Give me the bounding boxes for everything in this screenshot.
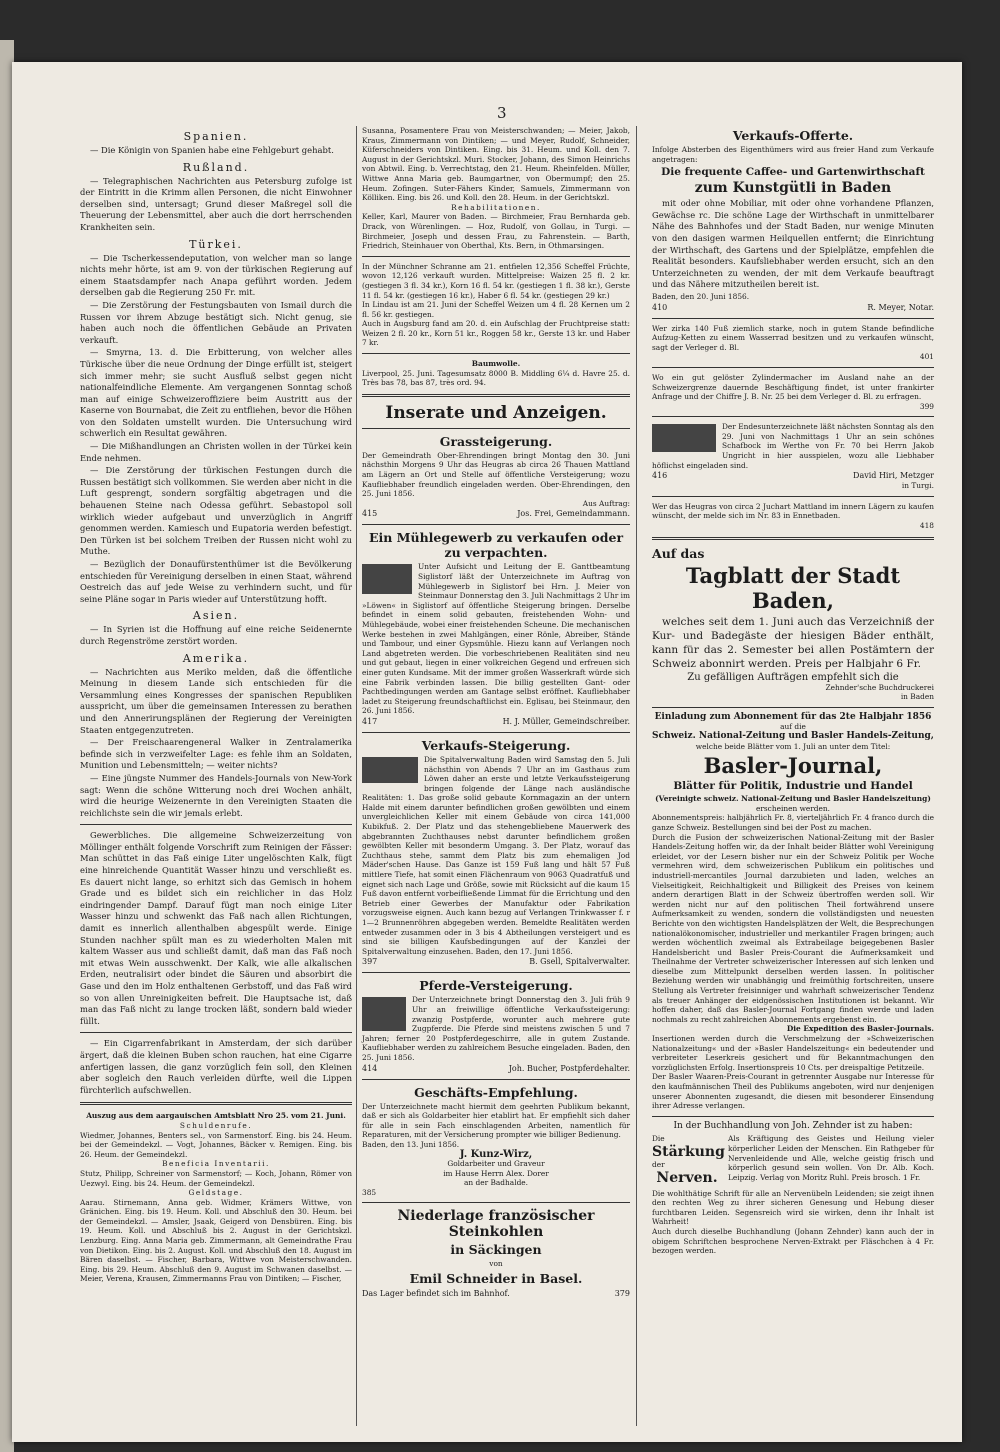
market-report: Auch in Augsburg fand am 20. d. ein Aufschlag der Fruchtpreise statt: Weizen 2 fl. 20 kr., Korn 51 kr., Roggen 58 kr., Gerste 13 kr. und Haber 7 kr. (362, 319, 630, 348)
notice-text: Susanna, Posamentere Frau von Meisterschwanden; — Meier, Jakob, Kraus, Zimmermann von Dintiken; — und Meyer, Rudolf, Schneider, Küferschneiders von Dintiken. Eing. bis 31. Heum. und Koll. den 7. August in der Gerichtskzl. Muri. Stocker, Johann, des Simon Heinrichs von Abtwil. Eing. b. Verrechtstag, den 21. Heum. Rheinfelden. Müller, Wittwe Anna Maria geb. Baumgartner, von Obermumpf; den 25. Heum. Zofingen. Suter-Fähers Kinder, Samuels, Zimmermann von Kölliken. Eing. bis 26. und Koll. den 28. Heum. in der Gerichtskzl. (362, 126, 630, 203)
divider (652, 318, 934, 319)
subsection-heading: Beneficia Inventarii. (162, 1159, 270, 1169)
subsection-heading: Schuldenrufe. (179, 1120, 253, 1130)
news-item: — Die Mißhandlungen an Christen wollen in der Türkei kein Ende nehmen. (80, 441, 352, 463)
divider (80, 824, 352, 825)
ad-signature: B. Gsell, Spitalverwalter. (529, 957, 630, 967)
ads-title: Inserate und Anzeigen. (385, 402, 607, 423)
notice-text: Wiedmer, Johannes, Benters sel., von Sarmenstorf. Eing. bis 24. Heum. bei der Gemeindekzl. — Vogt, Johannes, Bäcker v. Remigen. Eing. bis 26. Heum. der Gemeindekzl. (80, 1130, 352, 1159)
subsection-heading: Baumwolle. (471, 359, 521, 369)
ad-text: Goldarbeiter und Graveur (447, 1159, 545, 1169)
ad-signature: Joh. Bucher, Postpferdehalter. (508, 1063, 630, 1073)
ad-date: Baden, den 20. Juni 1856. (652, 291, 750, 301)
ad-text: Wo ein gut gelöster Zylindermacher im Ausland nahe an der Schweizergrenze dauernde Beschäftigung findet, ist unter frankirter Anfrage und der Chiffre J. B. Nr. 25 bei dem Verleger d. Bl. zu erfragen. (652, 372, 934, 402)
divider (652, 537, 934, 540)
ad-text: Die Spitalverwaltung Baden wird Samstag den 5. Juli nächsthin von Abends 7 Uhr an im Gasthaus zum Löwen daher an erste und letzte Verkaufssteigerung bringen folgende der Länge nach ausländische Realitäten: 1. Das große solid gebaute Kornmagazin an der untern Halde mit einem darunter befindlichen großen gewölbten und einem unvergleichlichen Keller mit einem Gebäude von circa 141,000 Kubikfuß. 2. Der Platz und das stehengebliebene Mauerwerk des abgebrannten Zuchthauses nebst darunter befindlichem großen gewölbten Keller mit besonderm Umgang. 3. Der Platz, worauf das Zuchthaus stehe, sammt dem Platz bis zum ehemaligen Jod Mäder'schen Hause. Das Ganze ist 159 Fuß lang und hält 57 Fuß mittlere Tiefe, hat somit einen Flächenraum von 9063 Quadratfuß und eignet sich nach Lage und Größe, sowie mit Rücksicht auf die kaum 15 Fuß davon entfernt vorbeifließende Limmat für die Errichtung und den Betrieb einer Gewerbes der Manufaktur oder Fabrikation vorzugsweise eignen. Auch kann bezug auf Verlangen Trinkwasser f. r 1—2 Brunnenröhren abgegeben werden. Bemeldte Realitäten werden entweder zusammen oder in 3 bis 4 Abtheilungen versteigert und es sind sie billigen Kaufsbedingungen auf der Kanzlei der Spitalverwaltung einzusehen. Baden, den 17. Juni 1856. (362, 754, 630, 956)
ad-heading: Grassteigerung. (439, 433, 553, 449)
ad-text: Der Basler Waaren-Preis-Courant in getrennter Ausgabe nur Interesse für den kaufmännischen Theil des Publikums angeboten, wird nur denjenigen unserer Abonnenten zugesandt, die diesen mit besonderer Einsendung ihrer Adresse verlangen. (652, 1072, 934, 1111)
ad-text: Der Unterzeichnete macht hiermit dem geehrten Publikum bekannt, daß er sich als Goldarbeiter hier etablirt hat. Er empfiehlt sich daher für alle in sein Fach einschlagenden Arbeiten, namentlich für Reparaturen, mit der Versicherung prompter wie billiger Bedienung. (362, 1101, 630, 1140)
divider (362, 394, 630, 397)
ad-text: Der Gemeindrath Ober-Ehrendingen bringt Montag den 30. Juni nächsthin Morgens 9 Uhr das Heugras ab circa 26 Thauen Mattland am Lägern an Ort und Stelle auf öffentliche Versteigerung; wozu Kaufliebhaber freundlich eingeladen werden. Ober-Ehrendingen, den 25. Juni 1856. (362, 450, 630, 499)
section-heading: Spanien. (183, 130, 249, 143)
divider (362, 1079, 630, 1080)
ad-heading: Pferde-Versteigerung. (419, 978, 573, 994)
ad-text: Das Lager befindet sich im Bahnhof. (362, 1289, 510, 1299)
column-ads-right (652, 126, 934, 1256)
divider (652, 707, 934, 708)
ad-heading: Niederlage französischer Steinkohlen (397, 1208, 595, 1241)
divider (362, 1202, 630, 1203)
news-item: — Eine jüngste Nummer des Handels-Journals von New-York sagt: Wenn die schöne Witterung noch drei Wochen anhält, wird die heurige Weizenernte in den Vereinigten Staaten die reichlichste sein die wir jemals erlebt. (80, 772, 352, 818)
news-item: — Smyrna, 13. d. Die Erbitterung, von welcher alles Türkische über die neue Ordnung der Dinge erfüllt ist, steigert sich immer mehr; sie sucht Ausfluß selbst gegen nicht nationalfeindliche Elemente. Am vergangenen Sonntag schoß man auf einige Schweizeroffiziere beim Austritt aus der Kaserne von Bournabat, die Zeit zu entfliehen, bevor die Höhen von den Soldaten umstellt wurden. Die Untersuchung wird schwerlich ein Resultat gewähren. (80, 347, 352, 439)
ad-heading: Die frequente Caffee- und Gartenwirthschaft (661, 166, 925, 179)
subsection-heading: Rehabilitationen. (451, 202, 541, 212)
news-item: — Ein Cigarrenfabrikant in Amsterdam, der sich darüber ärgert, daß die kleinen Buben schon rauchen, hat eine Cigarre anfertigen lassen, die ganz vorzüglich fein soll, den Kleinen aber sogleich den Rauch verleiden dürfte, weil die Lippen fürchterlich aufschwellen. (80, 1038, 352, 1095)
divider (652, 367, 934, 368)
section-heading: Türkei. (189, 237, 243, 251)
ad-number: 417 (362, 716, 378, 726)
ad-text: Die wohlthätige Schrift für alle an Nervenübeln Leidenden; sie zeigt ihnen den rechten Weg zu ihrer sicheren Genesung und Hebung dieser furchtbaren Leiden. Segensreich wird sie wirken, denn ihr Inhalt ist Wahrheit! (652, 1188, 934, 1227)
news-item: — Die Zerstörung der Festungsbauten von Ismail durch die Russen vor ihrem Abzuge bestätigt sich. Nicht genug, sie haben auch noch die öffentlichen Gebäude an Privaten verkauft. (80, 299, 352, 345)
ad-text: Unter Aufsicht und Leitung der E. Ganttbeamtung Siglistorf läßt der Unterzeichnete im Auftrag von Mühlegewerb in Siglistorf bei Hrn. J. Meier von Steinmaur Donnerstag den 3. Juli Nachmittags 2 Uhr im »Löwen« in Siglistorf auf öffentliche Steigerung bringen. Derselbe befindet in einem solid gebauten, freistehenden Wohn- und Mühlegebäude, wobei einer freistehenden Scheune. Die mechanischen Werke bestehen in zwei Mahlgängen, einer Rönle, Abreiber, Stände und Tambour, und einer Gypsmühle. Hiezu kann auf Verlangen noch Land abgetreten werden. Die vorbeschriebenen Realitäten sind neu und gut gebaut, liegen in einer volkreichen Gegend und erfreuen sich einer guten Kundsame. Mit der immer großen Wasserkraft würde sich eine Fabrik verbinden lassen. Die billig gestellten Gant- oder Pachtbedingungen werden am Gantage selbst eröffnet. Kaufliebhaber ladet zu Steigerung freundschaftlichst ein. Eglisau, bei Steinmaur, den 26. Juni 1856. (362, 562, 630, 716)
divider (652, 496, 934, 497)
ad-signature: H. J. Müller, Gemeindschreiber. (502, 716, 630, 726)
ad-text: Insertionen werden durch die Verschmelzung der »Schweizerischen Nationalzeitung« und der »Basler Handelszeitung« ein bedeutender und verbreiteter Leserkreis gesichert und für Bekanntmachungen den vorzüglichsten Erfolg. Insertionspreis 10 Cts. per dreispaltige Petitzeile. (652, 1034, 934, 1072)
column-rule (636, 126, 637, 1426)
building-illustration (362, 757, 418, 783)
ad-text: an der Badhalde. (463, 1178, 529, 1188)
ad-signature: in Baden (900, 692, 934, 702)
ad-signature: Zehnder'sche Buchdruckerei (825, 682, 934, 692)
ad-heading: in Säckingen (450, 1242, 542, 1258)
ad-heading: Emil Schneider in Basel. (409, 1271, 583, 1287)
ad-signature: R. Meyer, Notar. (867, 302, 934, 312)
ad-signature: J. Kunz-Wirz, (459, 1148, 533, 1160)
ad-text: im Hause Herrn Alex. Dorer (443, 1168, 549, 1178)
column-ads (362, 126, 630, 1299)
ad-heading: Blätter für Politik, Industrie und Handel (673, 780, 913, 793)
ad-number: 401 (919, 352, 934, 362)
news-item: Gewerbliches. Die allgemeine Schweizerzeitung von Möllinger enthält folgende Vorschrift zum Reinigen der Fässer: Man schüttet in das Faß einige Liter ungelöschten Kalk, fügt eine hinreichende Quantität Wasser hinzu und verschließt es. Es dauert nicht lange, so erhitzt sich das Gemisch in hohem Grade und es bildet sich ein reichlicher in das Holz eindringender Dampf. Darauf fügt man noch einige Liter Wasser hinzu und schwenkt das Faß nach allen Richtungen, damit es innerlich allenthalben abgespült werde. Einige Stunden nachher spült man es zu wiederholten Malen mit kaltem Wasser aus und schließt damit, daß man das Faß noch mit etwas Wein ausschwenkt. Der Kalk, wie alle alkalischen Erden, neutralisirt oder bindet die Säuren und absorbirt die Gase und den im Holz enthaltenen Gerbstoff, und das Faß wird so von allen Unreinigkeiten befreit. Die Hauptsache ist, daß man das Faß nicht zu lange trocken läßt, sondern bald wieder füllt. (80, 830, 352, 1026)
ad-number: 399 (919, 401, 934, 411)
ad-text: Wer das Heugras von circa 2 Juchart Mattland im innern Lägern zu kaufen wünscht, der melde sich im Nr. 83 in Ennetbaden. (652, 501, 934, 521)
ad-number: 397 (362, 957, 378, 967)
ad-text: (Vereinigte schweiz. National-Zeitung und Basler Handelszeitung) (655, 794, 931, 804)
ad-text: Auf das (652, 545, 705, 561)
ad-text: Als Kräftigung des Geistes und Heilung vieler körperlicher Leiden der Menschen. Ein Rathgeber für Nervenleidende und Alle, welche geistig frisch und körperlich gesund sein wollen. Von Dr. Alb. Koch. Leipzig. Verlag von Moritz Ruhl. Preis brosch. 1 Fr. (728, 1134, 934, 1182)
ad-heading: Ein Mühlegewerb zu verkaufen oder zu verpachten. (368, 530, 624, 561)
ad-number: 410 (652, 302, 668, 312)
subsection-heading: Geldstage. (188, 1188, 244, 1198)
ad-text: welches seit dem 1. Juni auch das Verzeichniß der Kur- und Badegäste der hiesigen Bäder enthält, kann für das 2. Semester bei allen Postämtern der Schweiz abonnirt werden. Preis per Halbjahr 6 Fr. (652, 615, 934, 670)
ad-signature: in Turgi. (901, 481, 934, 491)
ad-heading: Tagblatt der Stadt Baden, (685, 562, 901, 613)
ad-text: Der Endesunterzeichnete läßt nächsten Sonntag als den 29. Juni von Nachmittags 1 Uhr an sein schönes Schafbock im Werthe von Fr. 70 bei Herrn Jakob Ungricht in hier ausspielen, wozu alle Liebhaber höflichst eingeladen sind. (652, 422, 934, 470)
ad-heading: Verkaufs-Steigerung. (421, 737, 571, 753)
ad-text: Auch durch dieselbe Buchhandlung (Johann Zehnder) kann auch der in obigem Schriftchen besprochene Nerven-Extrakt per Fläschchen à 4 Fr. bezogen werden. (652, 1226, 934, 1256)
column-rule (356, 126, 357, 1426)
ad-number: 414 (362, 1063, 378, 1073)
ad-signature: Jos. Frei, Gemeindammann. (517, 509, 630, 519)
section-heading: Asien. (192, 609, 240, 623)
horse-illustration (362, 997, 406, 1031)
ad-number: 379 (614, 1289, 630, 1299)
market-report: In der Münchner Schranne am 21. entfielen 12,356 Scheffel Früchte, wovon 12,126 verkauft wurden. Mittelpreise: Waizen 25 fl. 2 kr. (gestiegen 3 fl. 34 kr.), Korn 16 fl. 54 kr. (gestiegen 1 fl. 38 kr.), Gerste 11 fl. 54 kr. (gestiegen 16 kr.), Haber 6 fl. 54 kr. (gestiegen 29 kr.) (362, 261, 630, 300)
notice-text: Keller, Karl, Maurer von Baden. — Birchmeier, Frau Bernharda geb. Drack, von Würenlingen. — Hoz, Rudolf, von Gollau, in Turgi. — Birchmeier, Joseph und dessen Frau, zu Fahrenstein. — Barth, Friedrich, Steinhauer von Oberthal, Kts. Bern, in Othmarsingen. (362, 212, 630, 251)
ad-heading: zum Kunstgütli in Baden (694, 180, 892, 197)
market-report: Liverpool, 25. Juni. Tagesumsatz 8000 B. Middling 6¼ d. Havre 25. d. Très bas 78, bas 87, très ord. 94. (362, 368, 630, 388)
amtsblatt-heading: Auszug aus dem aargauischen Amtsblatt Nro 25. vom 21. Juni. (86, 1111, 346, 1121)
news-item: — Die Königin von Spanien habe eine Fehlgeburt gehabt. (90, 145, 334, 155)
ad-heading: Schweiz. National-Zeitung und Basler Handels-Zeitung, (652, 731, 934, 741)
divider (362, 972, 630, 973)
ad-text: Wer zirka 140 Fuß ziemlich starke, noch in gutem Stande befindliche Aufzug-Ketten zu einem Wasserrad besitzen und zu verkaufen wünscht, sagt der Verleger d. Bl. (652, 323, 934, 352)
section-heading: Amerika. (182, 651, 250, 665)
ad-text: Zu gefälligen Aufträgen empfehlt sich die (687, 671, 899, 683)
ad-heading: Geschäfts-Empfehlung. (414, 1084, 578, 1100)
news-item: — Der Freischaarengeneral Walker in Zentralamerika befinde sich in verzweifelter Lage: es fehle ihm an Soldaten, Munition und Lebensmitteln; — weiter nichts? (80, 737, 352, 771)
ad-number: 415 (362, 509, 378, 519)
notice-text: Aarau. Stirnemann, Anna geb. Widmer, Krämers Wittwe, von Gränichen. Eing. bis 19. Heum. Koll. und Abschluß den 30. Heum. bei der Gemeindekzl. — Amsler, Jsaak, Geigerd von Densbüren. Eing. bis 19. Heum. Koll. und Abschluß bis 2. August in der Gerichtskzl. Lenzburg. Eing. Anna Maria geb. Zimmermann, alt Gemeindrathe Frau von Dietikon. Eing. bis 2. August. Koll. und Abschluß den 18. August im Bären daselbst. — Fischer, Barbara, Wittwe von Meisterschwanden. Eing. bis 29. Heum. Abschluß den 9. August im Schwanen daselbst. — Meier, Verena, Krausen, Zimmermanns Frau von Dintiken; — Fischer, (80, 1197, 352, 1284)
divider (362, 732, 630, 733)
ad-text: der (652, 1159, 665, 1169)
sheep-illustration (652, 424, 716, 452)
ad-text: Der Unterzeichnete bringt Donnerstag den 3. Juli früh 9 Uhr an freiwillige öffentliche Verkaufssteigerung: zwanzig Postpferde, worunter auch mehrere gute Zugpferde. Die Pferde sind meistens zwischen 5 und 7 Jahren; ferner 20 Postpferdegeschirre, alle in gutem Zustande. Kaufliebhaber werden zu zahlreichem Besuche eingeladen. Baden, den 25. Juni 1856. (362, 995, 630, 1062)
ad-heading: In der Buchhandlung von Joh. Zehnder ist zu haben: (673, 1120, 913, 1131)
divider (652, 416, 934, 417)
ad-text: mit oder ohne Mobiliar, mit oder ohne vorhandene Pflanzen, Gewächse rc. Die schöne Lage der Wirthschaft in unmittelbarer Nähe des Bahnhofes und der Stadt Baden, nur wenige Minuten von den dasigen warmen Heilquellen entfernt; die Einrichtung der Wirthschaft, des Gartens und der Spielplätze, empfehlen die Realität besonders. Kaufsliebhaber werden ersucht, sich an den Unterzeichneten zu wenden, der mit dem Verkaufe beauftragt und das Nähere mitzutheilen bereit ist. (652, 198, 934, 290)
ad-text: welche beide Blätter vom 1. Juli an unter dem Titel: (695, 741, 891, 751)
divider (362, 524, 630, 525)
ad-number: 416 (652, 471, 668, 481)
ad-number: 385 (362, 1187, 377, 1197)
ad-text: Abonnementspreis: halbjährlich Fr. 8, vierteljährlich Fr. 4 franco durch die ganze Schweiz. Bestellungen sind bei der Post zu machen. (652, 813, 934, 832)
news-item: — Bezüglich der Donaufürstenthümer ist die Bevölkerung entschieden für Vereinigung derselben in einen Staat, während Oestreich das auf jede Weise zu verhindern sucht, und für seine Pläne sogar in Paris wieder auf Unterstützung hofft. (80, 559, 352, 604)
notice-text: Stutz, Philipp, Schreiner von Sarmenstorf; — Koch, Johann, Römer von Uezwyl. Eing. bis 24. Heum. der Gemeindekzl. (80, 1168, 352, 1188)
news-item: — Telegraphischen Nachrichten aus Petersburg zufolge ist der Eintritt in die Krimm allen Personen, die nicht Einwohner derselben sind, untersagt; Grund dieser Maßregel soll die Theuerung der Lebensmittel, aber auch die dort herrschenden Krankheiten sein. (80, 175, 352, 232)
ad-text: Die (652, 1134, 665, 1144)
news-item: — Die Tscherkessendeputation, von welcher man so lange nichts mehr hörte, ist am 9. von der türkischen Regierung auf einem Staatsdampfer nach Anapa geführt worden. Jedem derselben gab die Regierung 250 Fr. mit. (80, 252, 352, 298)
ad-text: von (489, 1259, 503, 1269)
market-report: In Lindau ist am 21. Juni der Scheffel Weizen um 4 fl. 28 Kernen um 2 fl. 56 kr. gestiegen. (362, 300, 630, 319)
ad-heading: Verkaufs-Offerte. (732, 128, 854, 143)
divider (362, 353, 630, 354)
divider (652, 1116, 934, 1117)
section-heading: Rußland. (182, 160, 250, 174)
ad-heading: Basler-Journal, (703, 753, 883, 779)
ad-text: auf die (780, 722, 806, 732)
ad-number: 418 (919, 521, 934, 531)
book-title: Nerven. (656, 1169, 718, 1186)
ad-heading: Einladung zum Abonnement für das 2te Halbjahr 1856 (654, 711, 932, 722)
page-number: 3 (497, 104, 507, 122)
book-title-block (652, 1134, 725, 1186)
ad-date: Baden, den 13. Juni 1856. (362, 1139, 460, 1149)
news-item: — Die Zerstörung der türkischen Festungen durch die Russen bestätigt sich vollkommen. Sie werden aber nicht in die Luft gesprengt, sondern sorgfältig abgetragen und die behauenen Steine nach Odessa geführt. Sebastopol soll wirklich wieder aufgebaut und unverzüglich in Angriff genommen werden. Kamiesch und Eupatoria werden befestigt. Den Türken ist bei solchem Treiben der Russen nicht wohl zu Muthe. (80, 465, 352, 557)
news-item: — In Syrien ist die Hoffnung auf eine reiche Seidenernte durch Regenströme zerstört worden. (80, 624, 352, 646)
divider (362, 428, 630, 429)
divider (80, 1102, 352, 1105)
divider (362, 256, 630, 257)
book-title: Stärkung (652, 1143, 725, 1160)
ad-signature: David Hiri, Metzger (853, 471, 934, 481)
ad-text: Aus Auftrag: (582, 498, 630, 508)
newspaper-page (12, 62, 962, 1442)
divider (80, 1032, 352, 1033)
ad-text: erscheinen werden. (755, 803, 831, 813)
mill-illustration (362, 564, 412, 594)
column-news (80, 126, 352, 1284)
ad-text: Durch die Fusion der schweizerischen National-Zeitung mit der Basler Handels-Zeitung hoffen wir, da der Inhalt beider Blätter wohl Vereinigung erleidet, vor der Lesern bisher nur ein der Schweiz Politik per Woche vermehren wird, dem schweizerischen Publikum ein politisches und industriell-mercantiles Journal darzubieten und laden, welches an Vielseitigkeit, Reichhaltigkeit und Billigkeit des Preises von keinem andern derartigen Blatt in der Schweiz übertroffen werden soll. Wir werden nicht nur auf den politischen Theil fortwährend unsere Aufmerksamkeit zu wenden, sondern die vollständigsten und neuesten Berichte von den wichtigsten Handelsplätzen der Welt, die Besprechungen nationalökonomischer, industrieller und merkantiler Fragen bringen; auch werden wöchentlich zweimal als Extrabeilage beigegebenen Basler Handelsbericht und Basler Preis-Courant die Aufmerksamkeit und Theilnahme der Vertreter schweizerischer Interessen auf sich lenken und dieselbe zum Mittelpunkt derselben werden lassen. In politischer Beziehung werden wir unabhängig und freimüthig fortschreiten, unsere Stellung als Vertreter freisinniger und wahrhaft schweizerischer Tendenz als treuer Anhänger der eidgenössischen Institutionen ist bekannt. Wir hoffen daher, daß das Basler-Journal Fortgang finden werde und laden nochmals zu recht zahlreichen Abonnements ergebenst ein. (652, 832, 934, 1024)
news-item: — Nachrichten aus Meriko melden, daß die öffentliche Meinung in diesem Lande sich entschieden für die Versammlung eines Kongresses der spanischen Republiken ausspricht, um über die gemeinsamen Interessen zu berathen und den Annerirungsplänen der Regierung der Vereinigten Staaten entgegenzutreten. (80, 666, 352, 735)
ad-text: Infolge Absterben des Eigenthümers wird aus freier Hand zum Verkaufe angetragen: (652, 145, 934, 164)
ad-signature: Die Expedition des Basler-Journals. (786, 1024, 934, 1034)
